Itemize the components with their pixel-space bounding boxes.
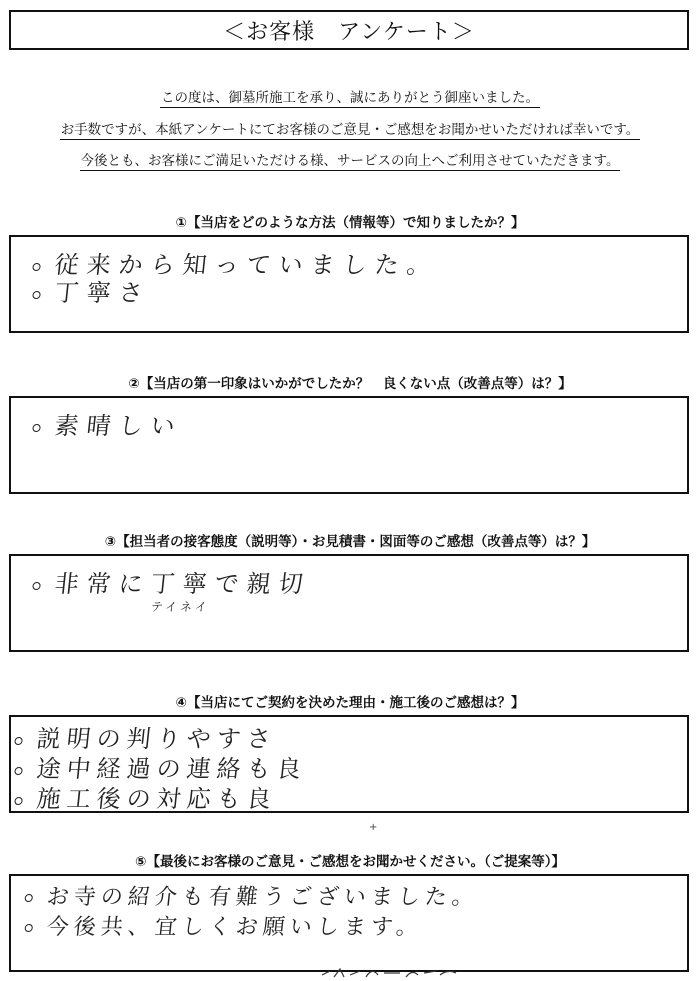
question-5-answer-box <box>9 874 689 972</box>
question-2-label: ②【当店の第一印象はいかがでしたか？ 良くない点（改善点等）は？】 <box>128 376 572 392</box>
question-4-answer-box <box>9 715 689 813</box>
intro-line-2 <box>0 118 700 138</box>
answer-3-reading-note: テイネイ <box>150 600 211 614</box>
intro-line-1 <box>0 86 700 106</box>
bullet-icon <box>14 737 23 745</box>
question-3-label: ③【担当者の接客態度（説明等）・お見積書・図面等のご感想（改善点等）は？】 <box>104 534 596 550</box>
question-1-label: ①【当店をどのような方法（情報等）で知りましたか？】 <box>175 215 525 231</box>
bullet-icon <box>32 582 41 590</box>
bullet-icon <box>14 767 23 775</box>
answer-1-line-2-text: 丁寧さ <box>53 279 153 307</box>
form-title: ＜お客様 アンケート＞ <box>9 10 689 50</box>
bullet-icon <box>24 924 33 932</box>
answer-5-line-1-text: お寺の紹介も有難うございました。 <box>45 885 481 910</box>
answer-3-line-1 <box>31 564 313 599</box>
bullet-icon <box>14 797 23 805</box>
bullet-icon <box>32 291 41 299</box>
answer-2-line-1-text: 素晴しい <box>53 412 185 440</box>
answer-3-line-1-text: 非常に丁寧で親切 <box>53 570 313 598</box>
stray-mark: + <box>369 822 378 833</box>
intro-line-2-text: お手数ですが、本紙アンケートにてお客様のご意見・ご感想をお聞かせいただければ幸いです。 <box>60 122 640 138</box>
answer-5-line-2 <box>23 910 425 941</box>
answer-4-line-1-text: 説明の判りやすさ <box>35 725 279 753</box>
question-1-answer-box <box>9 235 689 333</box>
intro-line-3-text: 今後とも、お客様にご満足いただける様、サービスの向上へご利用させていただきます。 <box>80 153 620 169</box>
answer-4-line-3-text: 施工後の対応も良 <box>35 785 279 813</box>
bullet-icon <box>32 263 41 271</box>
answer-1-line-1-text: 従来から知っていました。 <box>53 251 441 279</box>
question-2-answer-box <box>9 396 689 494</box>
answer-5-line-2-text: 今後共、宜しくお願いします。 <box>45 915 425 940</box>
bullet-icon <box>32 424 41 432</box>
question-4-label: ④【当店にてご契約を決めた理由・施工後のご感想は？】 <box>175 695 525 711</box>
question-5-label: ⑤【最後にお客様のご意見・ご感想をお聞かせください。（ご提案等）】 <box>135 854 565 870</box>
answer-5-line-1 <box>23 880 480 911</box>
intro-line-1-text: この度は、御墓所施工を承り、誠にありがとう御座いました。 <box>161 90 539 106</box>
intro-line-3 <box>0 149 700 169</box>
answer-1-line-2 <box>31 273 153 308</box>
answer-2-line-1 <box>31 406 185 441</box>
question-3-answer-box <box>9 554 689 652</box>
footer-scribble <box>320 965 460 981</box>
answer-4-line-3 <box>13 779 279 814</box>
bullet-icon <box>24 894 33 902</box>
answer-4-line-2-text: 途中経過の連絡も良 <box>35 755 309 783</box>
